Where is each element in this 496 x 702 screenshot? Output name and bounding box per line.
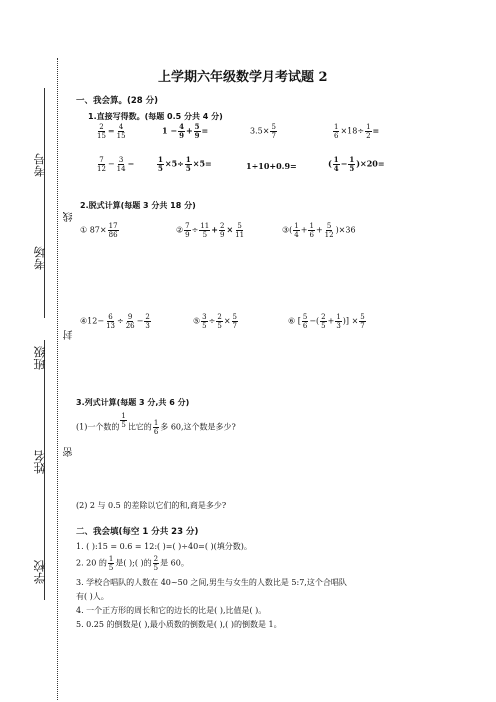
fraction: $\frac{1}{5}$ — [108, 555, 114, 572]
fraction: $\frac{1}{4}$ — [294, 222, 299, 239]
fill-item-4: 4. 一个正方形的周长和它的边长的比是( ),比值是( )。 — [76, 606, 267, 615]
fraction: $\frac{11}{5}$ — [200, 222, 210, 239]
fraction: $\frac{1}{6}$ — [334, 123, 339, 140]
problem-1-7: 1÷10+0.9= — [246, 161, 297, 171]
fraction: $\frac{5}{7}$ — [271, 123, 276, 140]
fraction: $\frac{5}{12}$ — [324, 222, 334, 239]
margin-rule — [44, 88, 45, 318]
name-label: 姓名 — [33, 450, 47, 474]
problem-1-8: ( $\frac{1}{4}$ − $\frac{1}{5}$ )×20= — [328, 155, 385, 173]
part2-heading: 2.脱式计算(每题 3 分共 18 分) — [80, 201, 196, 210]
word-problem-1: (1)一个数的 $\frac{1}{5}$ 比它的 $\frac{1}{6}$ 多 60,这个数是多少? — [76, 412, 236, 436]
fraction: $\frac{7}{9}$ — [185, 222, 190, 239]
fraction: $\frac{7}{12}$ — [97, 156, 106, 173]
fill-item-3: 3. 学校合唱队的人数在 40~50 之间,男生与女生的人数比是 5:7,这个合唱队 — [76, 578, 347, 587]
fraction: $\frac{17}{86}$ — [108, 222, 118, 239]
binding-dotted-line — [57, 58, 58, 700]
fill-item-3-cont: 有( )人。 — [76, 592, 109, 601]
word-problem-2: (2) 2 与 0.5 的差除以它们的和,商是多少? — [76, 501, 227, 510]
fraction: $\frac{2}{15}$ — [97, 123, 106, 140]
fraction: $\frac{5}{7}$ — [360, 313, 365, 330]
fraction: $\frac{2}{3}$ — [145, 313, 150, 330]
fraction: $\frac{1}{6}$ — [153, 419, 159, 436]
fraction: $\frac{5}{7}$ — [232, 313, 237, 330]
fraction: $\frac{6}{13}$ — [106, 313, 115, 330]
problem-1-6: $\frac{1}{5}$ ×5÷ $\frac{1}{5}$ ×5= — [158, 155, 212, 173]
fraction: $\frac{1}{6}$ — [309, 222, 314, 239]
fraction: $\frac{9}{26}$ — [125, 313, 135, 330]
fill-item-1: 1. ( ):15 = 0.6 = 12:( )=( )÷40=( )(填分数)。 — [76, 542, 252, 551]
fraction: $\frac{1}{3}$ — [336, 313, 341, 330]
page-title: 上学期六年级数学月考试题 2 — [158, 70, 328, 85]
problem-1-4: $\frac{1}{6}$ ×18÷ $\frac{1}{2}$ = — [334, 123, 380, 140]
fraction: $\frac{1}{4}$ — [333, 155, 339, 173]
margin-line-label: 线 — [64, 212, 75, 222]
fraction: $\frac{1}{5}$ — [121, 412, 126, 429]
calc-6: ⑥ [ $\frac{5}{6}$ −( $\frac{2}{5}$ + $\frac{1}{3}$ )] × $\frac{5}{7}$ — [288, 313, 365, 330]
fraction: $\frac{5}{9}$ — [194, 122, 200, 140]
part3-heading: 3.列式计算(每题 3 分,共 6 分) — [76, 398, 190, 407]
fraction: $\frac{5}{6}$ — [302, 313, 308, 330]
fraction: $\frac{3}{14}$ — [116, 156, 126, 173]
problem-1-5: $\frac{7}{12}$ − $\frac{3}{14}$ − — [97, 156, 135, 173]
calc-4: ④12− $\frac{6}{13}$ ÷ $\frac{9}{26}$ − $\frac{2}{3}$ — [80, 313, 150, 330]
calc-2: ② $\frac{7}{9}$ ÷ $\frac{11}{5}$ + $\frac{2}{9}$ × $\frac{5}{11}$ — [176, 222, 245, 239]
school-label: 学校 — [33, 560, 47, 584]
class-label: 班级 — [33, 346, 47, 370]
exam-number-label: 考号 — [33, 153, 47, 177]
fraction: $\frac{1}{5}$ — [185, 155, 191, 173]
fraction: $\frac{4}{15}$ — [116, 123, 126, 140]
problem-1-3: 3.5× $\frac{5}{7}$ — [250, 123, 276, 140]
calc-1: ① 87× $\frac{17}{86}$ — [80, 222, 118, 239]
calc-5: ⑤ $\frac{3}{5}$ ÷ $\frac{2}{5}$ × $\frac{5}{7}$ — [193, 313, 237, 330]
fraction: $\frac{4}{9}$ — [179, 122, 184, 140]
fraction: $\frac{1}{5}$ — [349, 155, 355, 173]
fraction: $\frac{1}{5}$ — [158, 155, 163, 173]
fraction: $\frac{1}{2}$ — [366, 123, 371, 140]
fraction: $\frac{2}{5}$ — [321, 313, 326, 330]
problem-1-1: $\frac{2}{15}$ = $\frac{4}{15}$ — [97, 123, 126, 140]
problem-1-2: 1 − $\frac{4}{9}$ + $\frac{5}{9}$ = — [162, 122, 209, 140]
section2-heading: 二、我会填(每空 1 分共 23 分) — [76, 527, 199, 537]
margin-seal-label: 封 — [64, 330, 75, 340]
fill-item-5: 5. 0.25 的倒数是( ),最小质数的倒数是( ),( )的倒数是 1。 — [76, 620, 282, 629]
section1-heading: 一、我会算。(28 分) — [76, 96, 159, 106]
fraction: $\frac{3}{5}$ — [202, 313, 207, 330]
fraction: $\frac{2}{9}$ — [219, 222, 225, 239]
fraction: $\frac{5}{11}$ — [235, 222, 245, 239]
fraction: $\frac{2}{5}$ — [217, 313, 222, 330]
exam-room-label: 考场 — [33, 246, 47, 270]
fill-item-2: 2. 20 的 $\frac{1}{5}$ 是( );( )的 $\frac{2}{5}$ 是 60。 — [76, 555, 189, 572]
calc-3: ③( $\frac{1}{4}$ + $\frac{1}{6}$ + $\frac{5}{12}$ )×36 — [282, 222, 356, 239]
part1-heading: 1.直接写得数。(每题 0.5 分共 4 分) — [88, 112, 223, 121]
fraction: $\frac{2}{5}$ — [153, 555, 159, 572]
margin-secret-label: 密 — [64, 447, 75, 457]
